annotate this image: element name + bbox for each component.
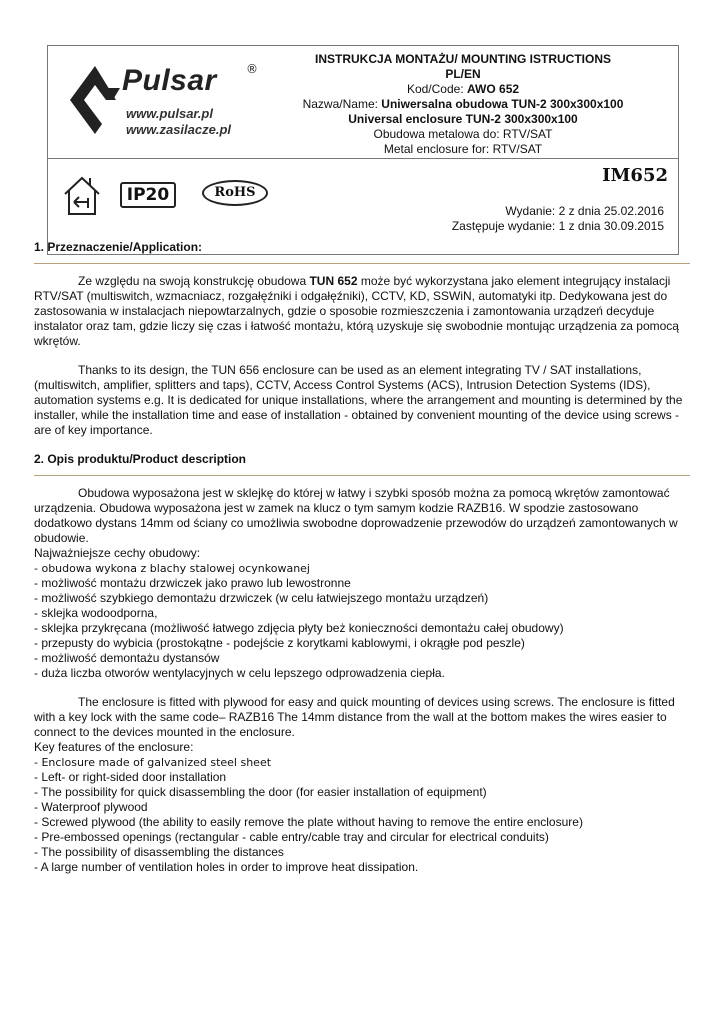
name-label: Nazwa/Name: [302,97,378,111]
url-pulsar: www.pulsar.pl [126,106,213,121]
list-item: - duża liczba otworów wentylacyjnych w celu lepszego odprowadzenia ciepła. [34,666,445,680]
list-item: - możliwość szybkiego demontażu drzwiczek (w celu łatwiejszego montażu urządzeń) [34,591,489,605]
edition-info [452,204,664,234]
list-item: - Screwed plywood (the ability to easily remove the plate without having to remove the entire enclosure) [34,815,583,829]
section2-en-feature-list [34,755,690,875]
section2-pl-feature-list [34,561,690,681]
code-value: AWO 652 [467,82,520,96]
section2-en-intro: The enclosure is fitted with plywood for easy and quick mounting of devices using screws. The enclosure is fitted with a key lock with the same code– RAZB16 The 14mm distance from the wall at the bottom makes the wires easier to connect to the devices mounted in the enclosure. [34,695,675,739]
section2-pl-intro: Obudowa wyposażona jest w sklejkę do której w łatwy i szybki sposób można za pomocą wkrętów zamontować urządzenia. Obudowa wyposażona jest w zamek na klucz o tym samym kodzie RAZB16. W spodzie zastosowano dodatkowo dystans 14mm od ściany co umożliwia swobodne doprowadzenie przewodów do urządzeń zamontowanych w obudowie. [34,486,678,545]
header-top-row [48,46,678,159]
replaces-line: Zastępuje wydanie: 1 z dnia 30.09.2015 [451,219,664,233]
name-line [248,97,678,112]
section1-rule [34,263,690,264]
ip20-badge: IP20 [120,182,176,208]
code-label: Kod/Code: [406,82,464,96]
list-item [34,561,690,576]
edition-line: Wydanie: 2 z dnia 25.02.2016 [505,204,664,218]
title-block [248,52,678,157]
title-line-1: INSTRUKCJA MONTAŻU/ MOUNTING ISTRUCTIONS [315,52,611,66]
url-zasilacze: www.zasilacze.pl [126,122,232,137]
section2-heading: 2. Opis produktu/Product description [34,452,247,466]
section1-pl-bold: TUN 652 [309,274,358,288]
section2-rule [34,475,690,476]
section1-pl-paragraph [34,274,690,349]
document-header [47,45,679,255]
desc-en: Metal enclosure for: RTV/SAT [383,142,543,156]
list-item: - Waterproof plywood [34,800,148,814]
list-item: - Pre-embossed openings (rectangular - cable entry/cable tray and circular for electrical conduits) [34,830,549,844]
list-item: - The possibility for quick disassembling the door (for easier installation of equipment) [34,785,487,799]
section1-heading: 1. Przeznaczenie/Application: [34,240,203,254]
list-item: - The possibility of disassembling the distances [34,845,284,859]
code-line [248,82,678,97]
certification-icons [62,174,282,214]
section1-pl-before: Ze względu na swoją konstrukcję obudowa [78,274,310,288]
list-item: - możliwość demontażu dystansów [34,651,220,665]
section1-pl-after: może być wykorzystana jako element integrujący instalacji RTV/SAT (multiswitch, wzmacniacz, rozgałęźniki i odgałęźniki), CCTV, KD, SSWiN, automatyki itp. Dedykowana jest do zastosowania w instalacjach niepowtarzalnych, gdzie o sposobie rozmieszczenia i zamontowania urządzeń decyduje instalator oraz tam, gdzie liczy się czas i łatwość montażu, którą uzyskuje się swobodnie montując urządzenia za pomocą wkrętów. [34,274,679,348]
brand-name: Pulsar [122,64,217,97]
pulsar-logo [60,58,260,143]
section1-en-paragraph: Thanks to its design, the TUN 656 enclosure can be used as an element integrating TV / SAT installations, (multiswitch, amplifier, splitters and taps), CCTV, Access Control Systems (ACS), Intrusion Detection Systems (IDS), automation systems e.g. It is dedicated for unique installations, where the arrangement and mounting is determined by the installer, while the installation time and ease of installation - obtained by convenient mounting of the device using screws - are of key importance. [34,363,683,437]
list-item: - Left- or right-sided door installation [34,770,227,784]
title-line-2: PL/EN [445,67,481,81]
list-item: - sklejka przykręcana (możliwość łatwego zdjęcia płyty beż konieczności demontażu całej obudowy) [34,621,564,635]
document-body [34,240,690,875]
name-value-pl: Uniwersalna obudowa TUN-2 300x300x100 [381,97,624,111]
document-id: IM652 [602,165,668,186]
list-item: - sklejka wodoodporna, [34,606,158,620]
name-value-en: Universal enclosure TUN-2 300x300x100 [348,112,578,126]
list-item: - możliwość montażu drzwiczek jako prawo lub lewostronne [34,576,351,590]
rohs-badge: RoHS [202,180,268,206]
indoor-house-icon [62,174,102,216]
pulsar-diamond-icon [60,58,130,138]
section2-en-features-title: Key features of the enclosure: [34,740,194,754]
registered-mark: ® [246,62,258,76]
list-item: - A large number of ventilation holes in order to improve heat dissipation. [34,860,419,874]
list-item: - przepusty do wybicia (prostokątne - podejście z korytkami kablowymi, i okrągłe pod peszle) [34,636,525,650]
desc-pl: Obudowa metalowa do: RTV/SAT [373,127,553,141]
section2-pl-features-title: Najważniejsze cechy obudowy: [34,546,201,560]
list-item-text: - obudowa wykona z blachy stalowej ocynkowanej [34,562,310,575]
list-item: - Enclosure made of galvanized steel sheet [34,756,272,769]
